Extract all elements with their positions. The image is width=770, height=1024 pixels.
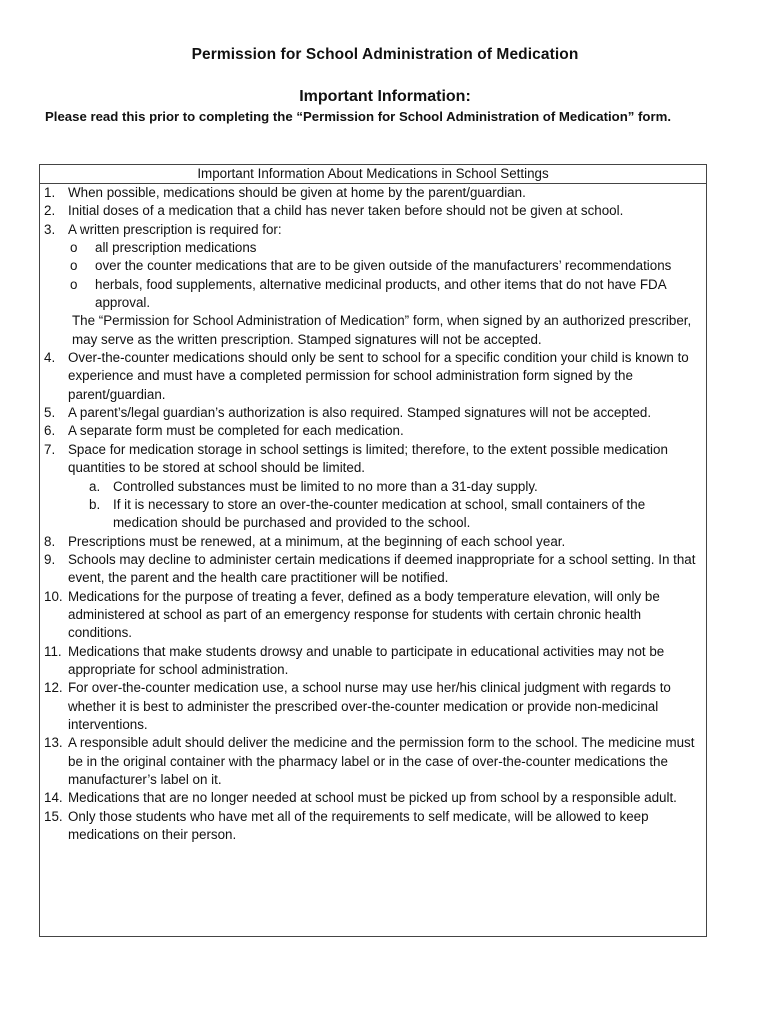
- item-number: 10.: [44, 588, 63, 604]
- item-number: 8.: [44, 533, 56, 549]
- information-box: [39, 164, 707, 937]
- item-number: 13.: [44, 735, 63, 751]
- list-item: [40, 808, 706, 845]
- sub-item-text: Controlled substances must be limited to no more than a 31-day supply.: [113, 478, 538, 494]
- list-item: [40, 533, 706, 551]
- sub-item-text: If it is necessary to store an over-the-counter medication at school, small containers of the medication should be purchased and provided to the school.: [113, 496, 646, 531]
- list-item: [40, 441, 706, 533]
- item-text: A separate form must be completed for each medication.: [68, 423, 404, 439]
- item-number: 3.: [44, 221, 56, 237]
- sub-item-text: herbals, food supplements, alternative medicinal products, and other items that do not have FDA approval.: [95, 276, 666, 311]
- list-item: [40, 643, 706, 680]
- item-text: A written prescription is required for:: [68, 221, 282, 237]
- item-number: 11.: [44, 643, 62, 659]
- sub-bullet: a.: [89, 478, 101, 494]
- item-number: 7.: [44, 441, 56, 457]
- section-heading-text: Important Information: [299, 88, 466, 105]
- item-number: 2.: [44, 203, 56, 219]
- item-text: A parent’s/legal guardian’s authorization is also required. Stamped signatures will not be accepted.: [68, 405, 652, 421]
- list-item: [40, 551, 706, 588]
- item-text: Space for medication storage in school settings is limited; therefore, to the extent possible medication quantities to be stored at school should be limited.: [68, 441, 668, 476]
- list-item: [40, 349, 706, 404]
- list-item: [40, 404, 706, 422]
- sub-item-text: over the counter medications that are to be given outside of the manufacturers’ recommendations: [95, 258, 672, 274]
- item-text: Over-the-counter medications should only be sent to school for a specific condition your child is known to experience and must have a completed permission for school administration form signed by the parent/guardian.: [68, 350, 689, 402]
- section-heading-colon: :: [465, 88, 471, 105]
- item-text: Only those students who have met all of the requirements to self medicate, will be allowed to keep medications on their person.: [68, 808, 649, 843]
- item-number: 9.: [44, 551, 56, 567]
- item-text: Medications that make students drowsy and unable to participate in educational activities may not be appropriate for school administration.: [68, 643, 665, 677]
- section-heading: [0, 88, 770, 106]
- sub-bullet: o: [70, 240, 78, 256]
- list-item: [40, 202, 706, 220]
- intro-instruction: Please read this prior to completing the “Permission for School Administration of Medication” form.: [45, 109, 672, 124]
- list-item: [40, 184, 706, 202]
- item-number: 14.: [44, 790, 63, 806]
- list-item: [40, 588, 706, 643]
- sub-item: [68, 276, 700, 313]
- item-number: 4.: [44, 350, 56, 366]
- item-number: 12.: [44, 680, 63, 696]
- list-item: [40, 789, 706, 807]
- sub-bullet: o: [70, 258, 78, 274]
- information-box-header: Important Information About Medications in School Settings: [40, 165, 706, 184]
- item-number: 1.: [44, 185, 56, 200]
- sub-item-text: all prescription medications: [95, 240, 257, 256]
- item-text: A responsible adult should deliver the medicine and the permission form to the school. The medicine must be in the original container with the pharmacy label or in the case of over-the-counter medications the manufacturer’s label on it.: [68, 735, 695, 787]
- sub-bullet: b.: [89, 496, 101, 512]
- document-title: Permission for School Administration of Medication: [191, 46, 579, 63]
- list-item: [40, 679, 706, 734]
- list-item: [40, 221, 706, 349]
- item-text: For over-the-counter medication use, a school nurse may use her/his clinical judgment with regards to whether it is best to administer the prescribed over-the-counter medication or provide non-medicinal interventions.: [68, 680, 671, 732]
- item-number: 5.: [44, 405, 56, 421]
- information-list: [40, 184, 706, 844]
- item-number: 15.: [44, 808, 63, 824]
- item-text: Medications for the purpose of treating a fever, defined as a body temperature elevation, will only be administered at school as part of an emergency response for students with certain chronic health conditions.: [68, 588, 660, 641]
- sub-item: [68, 239, 700, 257]
- prescription-note: The “Permission for School Administration of Medication” form, when signed by an authorized prescriber, may serve as the written prescription. Stamped signatures will not be accepted.: [72, 313, 692, 347]
- sub-item: [68, 496, 700, 533]
- list-item: [40, 422, 706, 440]
- item-number: 6.: [44, 423, 56, 439]
- item-text: Initial doses of a medication that a child has never taken before should not be given at school.: [68, 203, 624, 219]
- item-text: Prescriptions must be renewed, at a minimum, at the beginning of each school year.: [68, 533, 566, 549]
- item-text: Medications that are no longer needed at school must be picked up from school by a responsible adult.: [68, 790, 677, 806]
- sub-bullet: o: [70, 276, 78, 292]
- item-text: When possible, medications should be given at home by the parent/guardian.: [68, 185, 526, 200]
- item-text: Schools may decline to administer certain medications if deemed inappropriate for a school setting. In that event, the parent and the health care practitioner will be notified.: [68, 551, 696, 586]
- sub-item: [68, 478, 700, 496]
- list-item: [40, 734, 706, 789]
- sub-item: [68, 257, 700, 275]
